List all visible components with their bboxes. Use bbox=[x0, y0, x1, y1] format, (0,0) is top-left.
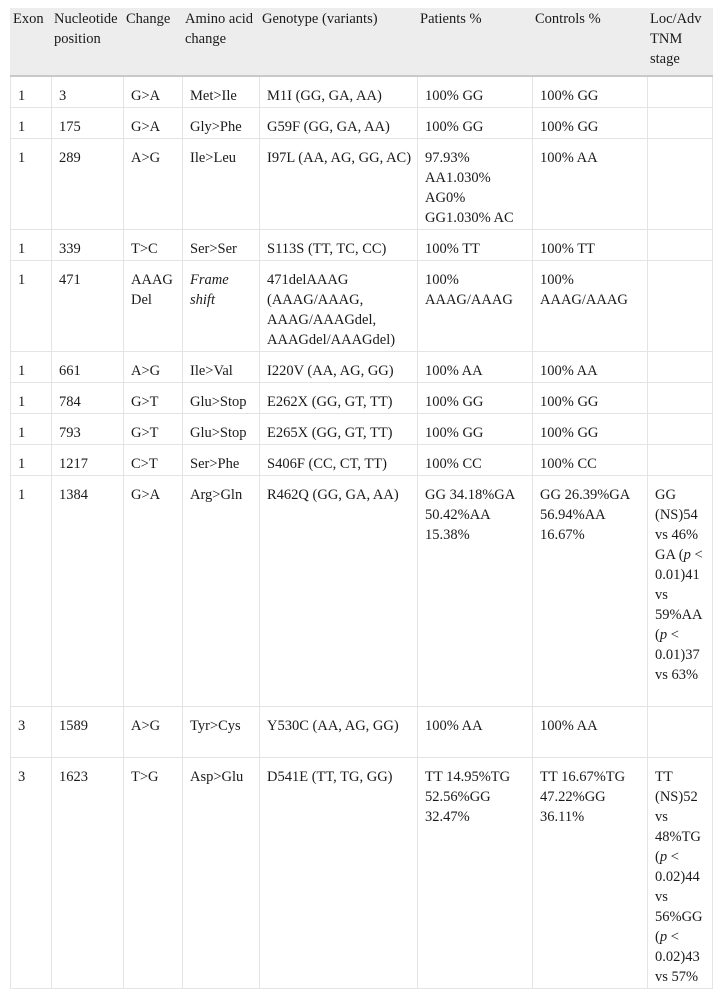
cell-change: T>G bbox=[124, 758, 183, 989]
p-value-label: p bbox=[659, 849, 668, 865]
table-body bbox=[11, 76, 713, 989]
cell-patients: 100% AAAG/AAAG bbox=[418, 261, 533, 352]
cell-change: AAAG Del bbox=[124, 261, 183, 352]
cell-patients: 100% TT bbox=[418, 230, 533, 261]
cell-controls: 100% GG bbox=[533, 108, 648, 139]
cell-patients: 100% GG bbox=[418, 76, 533, 108]
cell-change: G>A bbox=[124, 476, 183, 707]
cell-amino-acid: Ser>Ser bbox=[183, 230, 260, 261]
cell-nucleotide-position: 1589 bbox=[52, 707, 124, 758]
cell-amino-acid: Glu>Stop bbox=[183, 414, 260, 445]
cell-patients: 100% CC bbox=[418, 445, 533, 476]
cell-genotype: M1I (GG, GA, AA) bbox=[260, 76, 418, 108]
table-row bbox=[11, 707, 713, 758]
cell-genotype: S406F (CC, CT, TT) bbox=[260, 445, 418, 476]
table-row bbox=[11, 352, 713, 383]
cell-genotype: E265X (GG, GT, TT) bbox=[260, 414, 418, 445]
table-row bbox=[11, 261, 713, 352]
cell-genotype: G59F (GG, GA, AA) bbox=[260, 108, 418, 139]
cell-amino-acid: Arg>Gln bbox=[183, 476, 260, 707]
cell-genotype: E262X (GG, GT, TT) bbox=[260, 383, 418, 414]
cell-exon: 1 bbox=[11, 139, 52, 230]
cell-nucleotide-position: 471 bbox=[52, 261, 124, 352]
cell-nucleotide-position: 289 bbox=[52, 139, 124, 230]
p-value-label: p bbox=[659, 929, 668, 945]
cell-genotype: I97L (AA, AG, GG, AC) bbox=[260, 139, 418, 230]
cell-exon: 1 bbox=[11, 352, 52, 383]
header-amino-acid-change: Amino acid change bbox=[183, 9, 260, 77]
cell-stage bbox=[648, 414, 713, 445]
table-row bbox=[11, 139, 713, 230]
cell-amino-acid: Frame shift bbox=[183, 261, 260, 352]
cell-amino-acid: Gly>Phe bbox=[183, 108, 260, 139]
cell-exon: 1 bbox=[11, 261, 52, 352]
cell-controls: 100% AAAG/AAAG bbox=[533, 261, 648, 352]
cell-exon: 3 bbox=[11, 707, 52, 758]
cell-change: T>C bbox=[124, 230, 183, 261]
cell-patients: 100% GG bbox=[418, 414, 533, 445]
cell-change: G>A bbox=[124, 108, 183, 139]
stage-text: < 0.02)44 vs 56%GG ( bbox=[655, 849, 703, 945]
table-row bbox=[11, 758, 713, 989]
cell-controls: 100% GG bbox=[533, 76, 648, 108]
stage-text: < 0.02)43 vs 57% bbox=[655, 929, 700, 985]
cell-genotype: 471delAAAG (AAAG/AAAG, AAAG/AAAGdel, AAAGdel/AAAGdel) bbox=[260, 261, 418, 352]
header-row bbox=[11, 9, 713, 77]
header-controls: Controls % bbox=[533, 9, 648, 77]
cell-nucleotide-position: 175 bbox=[52, 108, 124, 139]
cell-genotype: S113S (TT, TC, CC) bbox=[260, 230, 418, 261]
cell-controls: 100% AA bbox=[533, 352, 648, 383]
cell-stage bbox=[648, 261, 713, 352]
cell-nucleotide-position: 661 bbox=[52, 352, 124, 383]
cell-stage bbox=[648, 108, 713, 139]
cell-amino-acid: Tyr>Cys bbox=[183, 707, 260, 758]
cell-nucleotide-position: 784 bbox=[52, 383, 124, 414]
table-row bbox=[11, 445, 713, 476]
table-row bbox=[11, 383, 713, 414]
cell-stage bbox=[648, 445, 713, 476]
genotype-table bbox=[10, 8, 713, 989]
cell-stage bbox=[648, 352, 713, 383]
cell-controls: 100% AA bbox=[533, 139, 648, 230]
header-change: Change bbox=[124, 9, 183, 77]
cell-exon: 1 bbox=[11, 108, 52, 139]
p-value-label: p bbox=[683, 547, 691, 563]
cell-stage bbox=[648, 758, 713, 989]
cell-stage bbox=[648, 383, 713, 414]
cell-genotype: D541E (TT, TG, GG) bbox=[260, 758, 418, 989]
cell-nucleotide-position: 3 bbox=[52, 76, 124, 108]
cell-controls: 100% GG bbox=[533, 414, 648, 445]
cell-amino-acid: Ser>Phe bbox=[183, 445, 260, 476]
cell-amino-acid: Asp>Glu bbox=[183, 758, 260, 989]
cell-patients: 97.93% AA1.030% AG0% GG1.030% AC bbox=[418, 139, 533, 230]
cell-amino-acid: Met>Ile bbox=[183, 76, 260, 108]
cell-amino-acid: Glu>Stop bbox=[183, 383, 260, 414]
stage-text: GG (NS)54 vs 46% GA ( bbox=[655, 487, 699, 563]
cell-genotype: I220V (AA, AG, GG) bbox=[260, 352, 418, 383]
stage-text: TT (NS)52 vs 48%TG ( bbox=[655, 769, 701, 865]
cell-amino-acid: Ile>Val bbox=[183, 352, 260, 383]
cell-controls: GG 26.39%GA 56.94%AA 16.67% bbox=[533, 476, 648, 707]
cell-stage bbox=[648, 230, 713, 261]
cell-nucleotide-position: 1217 bbox=[52, 445, 124, 476]
cell-patients: TT 14.95%TG 52.56%GG 32.47% bbox=[418, 758, 533, 989]
cell-exon: 1 bbox=[11, 230, 52, 261]
header-exon: Exon bbox=[11, 9, 52, 77]
stage-text: < 0.01)41 vs 59%AA ( bbox=[655, 547, 703, 643]
cell-controls: TT 16.67%TG 47.22%GG 36.11% bbox=[533, 758, 648, 989]
cell-controls: 100% GG bbox=[533, 383, 648, 414]
cell-change: A>G bbox=[124, 352, 183, 383]
cell-nucleotide-position: 1384 bbox=[52, 476, 124, 707]
header-nucleotide-position: Nucleotide position bbox=[52, 9, 124, 77]
cell-stage bbox=[648, 476, 713, 707]
cell-nucleotide-position: 793 bbox=[52, 414, 124, 445]
cell-change: G>T bbox=[124, 414, 183, 445]
cell-patients: 100% GG bbox=[418, 383, 533, 414]
cell-patients: GG 34.18%GA 50.42%AA 15.38% bbox=[418, 476, 533, 707]
cell-amino-acid: Ile>Leu bbox=[183, 139, 260, 230]
cell-nucleotide-position: 339 bbox=[52, 230, 124, 261]
cell-exon: 1 bbox=[11, 476, 52, 707]
cell-genotype: R462Q (GG, GA, AA) bbox=[260, 476, 418, 707]
header-genotype: Genotype (variants) bbox=[260, 9, 418, 77]
cell-nucleotide-position: 1623 bbox=[52, 758, 124, 989]
cell-stage bbox=[648, 76, 713, 108]
cell-change: G>A bbox=[124, 76, 183, 108]
cell-stage bbox=[648, 707, 713, 758]
cell-change: C>T bbox=[124, 445, 183, 476]
table-row bbox=[11, 108, 713, 139]
cell-controls: 100% CC bbox=[533, 445, 648, 476]
cell-change: A>G bbox=[124, 707, 183, 758]
cell-patients: 100% AA bbox=[418, 352, 533, 383]
p-value-label: p bbox=[659, 627, 668, 643]
cell-change: A>G bbox=[124, 139, 183, 230]
cell-exon: 3 bbox=[11, 758, 52, 989]
cell-controls: 100% AA bbox=[533, 707, 648, 758]
table-row bbox=[11, 76, 713, 108]
table-row bbox=[11, 476, 713, 707]
cell-genotype: Y530C (AA, AG, GG) bbox=[260, 707, 418, 758]
header-patients: Patients % bbox=[418, 9, 533, 77]
stage-text: < 0.01)37 vs 63% bbox=[655, 627, 700, 683]
cell-patients: 100% AA bbox=[418, 707, 533, 758]
table-row bbox=[11, 230, 713, 261]
cell-controls: 100% TT bbox=[533, 230, 648, 261]
cell-stage bbox=[648, 139, 713, 230]
cell-exon: 1 bbox=[11, 383, 52, 414]
cell-exon: 1 bbox=[11, 445, 52, 476]
cell-change: G>T bbox=[124, 383, 183, 414]
cell-patients: 100% GG bbox=[418, 108, 533, 139]
header-stage: Loc/Adv TNM stage bbox=[648, 9, 713, 77]
cell-exon: 1 bbox=[11, 76, 52, 108]
cell-exon: 1 bbox=[11, 414, 52, 445]
table-row bbox=[11, 414, 713, 445]
